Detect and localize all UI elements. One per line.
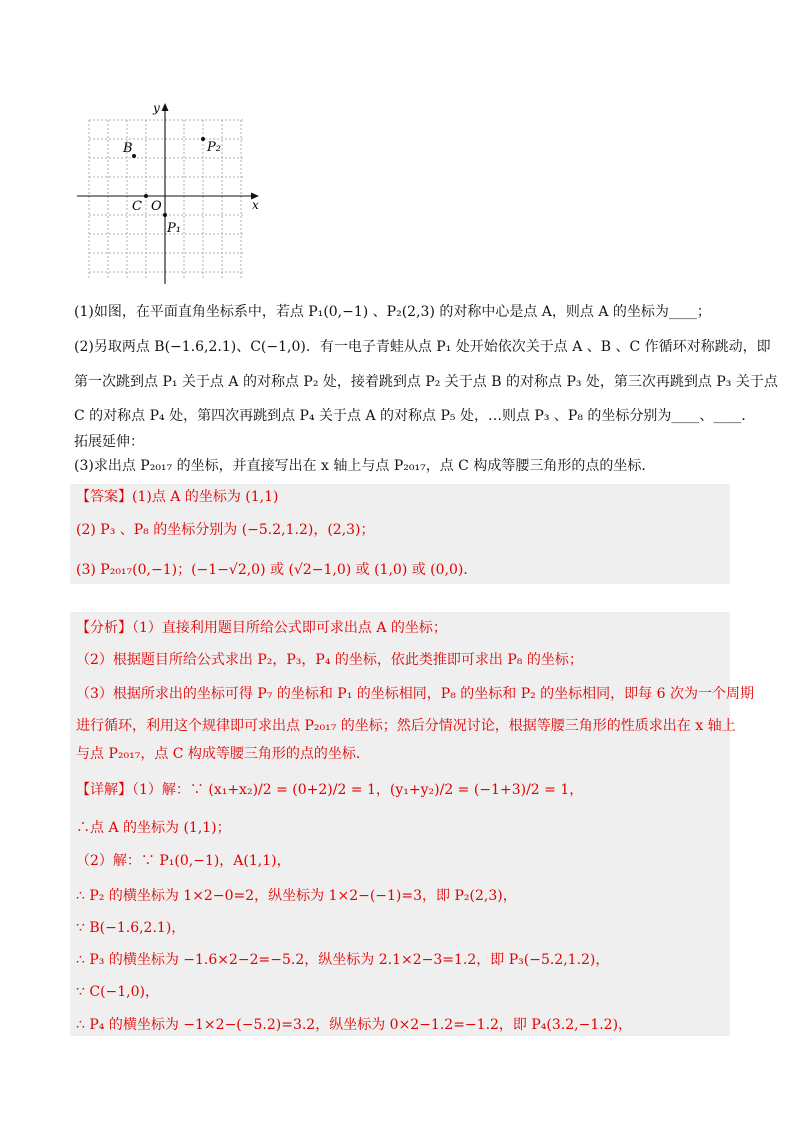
extension-heading: 拓展延伸： <box>74 434 144 450</box>
analysis-line-3: （3）根据所求出的坐标可得 P₇ 的坐标和 P₁ 的坐标相同，P₈ 的坐标和 P₂ 的坐标相同，即每 6 次为一个周期 <box>76 686 754 702</box>
analysis-line-4: 进行循环，利用这个规律即可求出点 P₂₀₁₇ 的坐标；然后分情况讨论，根据等腰三角形的性质求出在 x 轴上 <box>76 718 736 734</box>
label-P1: P₁ <box>167 221 181 236</box>
grid <box>89 120 245 278</box>
detail-line-3: （2）解：∵ P₁(0,−1)，A(1,1)， <box>76 853 291 869</box>
question-3: (3)求出点 P₂₀₁₇ 的坐标，并直接写出在 x 轴上与点 P₂₀₁₇，点 C 构成等腰三角形的点的坐标． <box>74 458 656 474</box>
coordinate-figure <box>75 100 265 285</box>
question-2-line-2: 第一次跳到点 P₁ 关于点 A 的对称点 P₂ 处，接着跳到点 P₂ 关于点 B 的对称点 P₃ 处，第三次再跳到点 P₃ 关于点 <box>74 374 778 390</box>
y-axis-label: y <box>153 101 160 115</box>
label-O: O <box>151 199 162 214</box>
analysis-line-5: 与点 P₂₀₁₇，点 C 构成等腰三角形的点的坐标． <box>76 746 370 762</box>
detail-line-6: ∴ P₃ 的横坐标为 −1.6×2−2=−5.2，纵坐标为 2.1×2−3=1.2，即 P₃(−5.2,1.2)， <box>76 952 610 968</box>
y-axis-arrow <box>162 103 169 111</box>
point-B <box>132 154 136 158</box>
analysis-line-2: （2）根据题目所给公式求出 P₂，P₃，P₄ 的坐标，依此类推即可求出 P₈ 的坐标； <box>76 652 583 668</box>
point-P1 <box>163 213 167 217</box>
label-B: B <box>123 141 133 156</box>
detail-line-8: ∴ P₄ 的横坐标为 −1×2−(−5.2)=3.2，纵坐标为 0×2−1.2=−1.2，即 P₄(3.2,−1.2)， <box>76 1017 633 1033</box>
question-1: (1)如图，在平面直角坐标系中，若点 P₁(0,−1) 、P₂(2,3) 的对称中心是点 A，则点 A 的坐标为____； <box>74 304 711 320</box>
detail-line-2: ∴点 A 的坐标为 (1,1)； <box>76 820 231 836</box>
point-C <box>144 194 148 198</box>
label-P2: P₂ <box>207 140 221 155</box>
detail-line-1: 【详解】（1）解：∵ (x₁+x₂)/2 = (0+2)/2 = 1，(y₁+y₂)/2 = (−1+3)/2 = 1， <box>76 782 584 798</box>
answer-3: (3) P₂₀₁₇(0,−1)；(−1−√2,0) 或 (√2−1,0) 或 (1,0) 或 (0,0)． <box>76 562 478 578</box>
detail-line-4: ∴ P₂ 的横坐标为 1×2−0=2，纵坐标为 1×2−(−1)=3，即 P₂(2,3)， <box>76 888 517 904</box>
x-axis-label: x <box>252 198 259 212</box>
analysis-line-1: 【分析】（1）直接利用题目所给公式即可求出点 A 的坐标； <box>76 620 447 636</box>
question-2-line-3: C 的对称点 P₄ 处，第四次再跳到点 P₄ 关于点 A 的对称点 P₅ 处，…则点 P₃ 、P₈ 的坐标分别为____、____． <box>74 408 756 424</box>
answer-2: (2) P₃ 、P₈ 的坐标分别为 (−5.2,1.2)，(2,3)； <box>76 522 375 538</box>
answer-1: 【答案】(1)点 A 的坐标为 (1,1) <box>76 489 279 505</box>
point-P2 <box>201 137 205 141</box>
detail-line-5: ∵ B(−1.6,2.1)， <box>76 920 186 936</box>
label-C: C <box>132 199 142 214</box>
question-2-line-1: (2)另取两点 B(−1.6,2.1)、C(−1,0)．有一电子青蛙从点 P₁ 处开始依次关于点 A 、B 、C 作循环对称跳动，即 <box>74 339 771 355</box>
detail-line-7: ∵ C(−1,0)， <box>76 984 159 1000</box>
